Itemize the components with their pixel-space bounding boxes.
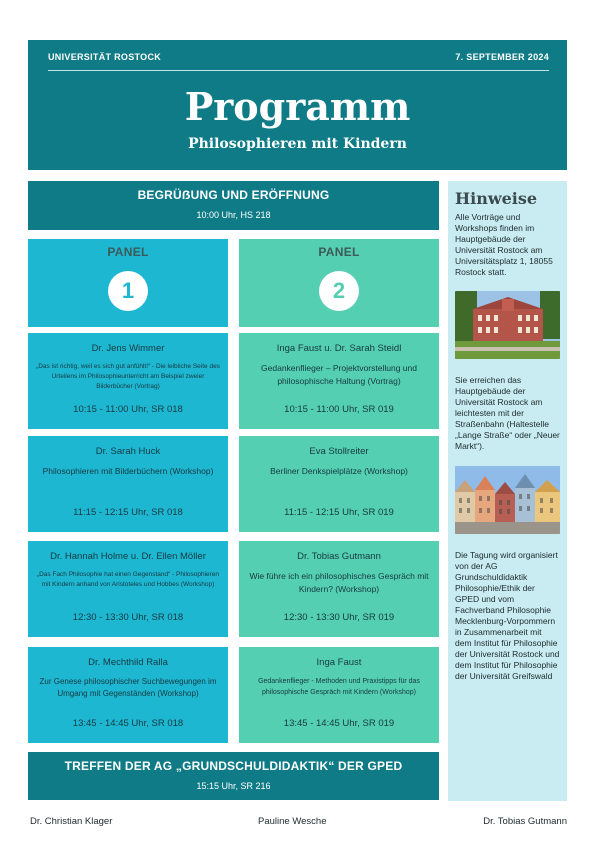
session-time: 11:15 - 12:15 Uhr, SR 019: [284, 507, 394, 518]
session-description: Philosophieren mit Bilderbüchern (Workshop): [42, 466, 214, 476]
header-banner: [28, 40, 567, 170]
session-description: Berliner Denkspielplätze (Workshop): [270, 466, 408, 476]
university-label: UNIVERSITÄT ROSTOCK: [48, 52, 162, 62]
page-subtitle: Philosophieren mit Kindern: [188, 136, 407, 152]
panel-number-badge: 2: [319, 271, 359, 311]
meeting-title: TREFFEN DER AG „GRUNDSCHULDIDAKTIK“ DER GPED: [64, 759, 403, 773]
sidebar-heading: Hinweise: [455, 189, 538, 208]
session-time: 10:15 - 11:00 Uhr, SR 019: [284, 404, 394, 415]
session-card: [28, 333, 228, 429]
page-title: Programm: [184, 84, 411, 129]
session-card: [28, 541, 228, 637]
session-description: Gedankenflieger - Methoden und Praxistipps für das philosophische Gespräch mit Kindern (Workshop): [258, 678, 420, 696]
session-description: Gedankenflieger – Projektvorstellung und philosophische Haltung (Vortrag): [261, 363, 417, 386]
session-time: 12:30 - 13:30 Uhr, SR 019: [283, 612, 395, 623]
meeting-info: 15:15 Uhr, SR 216: [196, 781, 271, 791]
welcome-block: [28, 181, 439, 230]
footer-name-right: Dr. Tobias Gutmann: [483, 816, 567, 827]
welcome-info: 10:00 Uhr, HS 218: [196, 210, 271, 220]
session-card: [239, 333, 439, 429]
session-card: [239, 541, 439, 637]
session-description: Zur Genese philosophischer Suchbewegungen im Umgang mit Gegenständen (Workshop): [39, 677, 217, 698]
session-card: [239, 436, 439, 532]
session-description: „Das Fach Philosophie hat einen Gegenstand“ - Philosophieren mit Kindern anhand von Aristoteles und Hobbes (Workshop): [36, 571, 220, 588]
neuer-markt-photo: [455, 466, 560, 534]
event-date: 7. SEPTEMBER 2024: [455, 52, 549, 62]
sidebar-organizer-text: Die Tagung wird organisiert von der AG Grundschuldidaktik Philosophie/Ethik der GPED und vom Fachverband Philosophie Mecklenburg-Vorpommern in Zusammenarbeit mit dem Institut für Philosophie der Universität Rostock und dem Institut für Philosophie der Universität Greifswald: [455, 550, 560, 681]
speaker-name: Dr. Jens Wimmer: [91, 343, 165, 354]
header-divider: [48, 70, 549, 71]
panel-1-header: [28, 239, 228, 327]
session-description: Wie führe ich ein philosophisches Gespräch mit Kindern? (Workshop): [249, 571, 429, 594]
session-card: [239, 647, 439, 743]
speaker-name: Dr. Sarah Huck: [95, 446, 161, 457]
footer-name-left: Dr. Christian Klager: [30, 816, 113, 827]
session-time: 12:30 - 13:30 Uhr, SR 018: [72, 612, 184, 623]
speaker-name: Dr. Hannah Holme u. Dr. Ellen Möller: [50, 551, 206, 562]
panel-number-badge: 1: [108, 271, 148, 311]
speaker-name: Dr. Tobias Gutmann: [297, 551, 381, 562]
session-time: 10:15 - 11:00 Uhr, SR 018: [73, 404, 183, 415]
panel-label: PANEL: [107, 245, 149, 259]
hints-sidebar: [448, 181, 567, 801]
session-card: [28, 436, 228, 532]
session-time: 11:15 - 12:15 Uhr, SR 018: [73, 507, 183, 518]
sidebar-transport-text: Sie erreichen das Hauptgebäude der Universität Rostock am leichtesten mit der Straßenbahn (Haltestelle „Lange Straße“ oder „Neuer Markt“).: [455, 375, 560, 451]
speaker-name: Inga Faust u. Dr. Sarah Steidl: [276, 343, 402, 354]
university-building-photo: [455, 291, 560, 359]
welcome-title: BEGRÜẞUNG UND ERÖFFNUNG: [137, 188, 330, 202]
panel-label: PANEL: [318, 245, 360, 259]
footer-name-center: Pauline Wesche: [258, 816, 327, 827]
session-description: „Das ist richtig, weil es sich gut anfühlt!“ - Die leibliche Seite des Urteilens im Philosophieunterricht am Beispiel zweier Bilderbücher (Vortrag): [36, 363, 220, 390]
panel-2-header: [239, 239, 439, 327]
session-time: 13:45 - 14:45 Uhr, SR 018: [72, 718, 184, 729]
speaker-name: Dr. Mechthild Ralla: [88, 657, 168, 668]
session-card: [28, 647, 228, 743]
session-time: 13:45 - 14:45 Uhr, SR 019: [283, 718, 395, 729]
meeting-block: [28, 752, 439, 800]
speaker-name: Eva Stollreiter: [309, 446, 369, 457]
speaker-name: Inga Faust: [316, 657, 362, 668]
sidebar-location-text: Alle Vorträge und Workshops finden im Hauptgebäude der Universität Rostock am Universitätsplatz 1, 18055 Rostock statt.: [455, 212, 553, 277]
